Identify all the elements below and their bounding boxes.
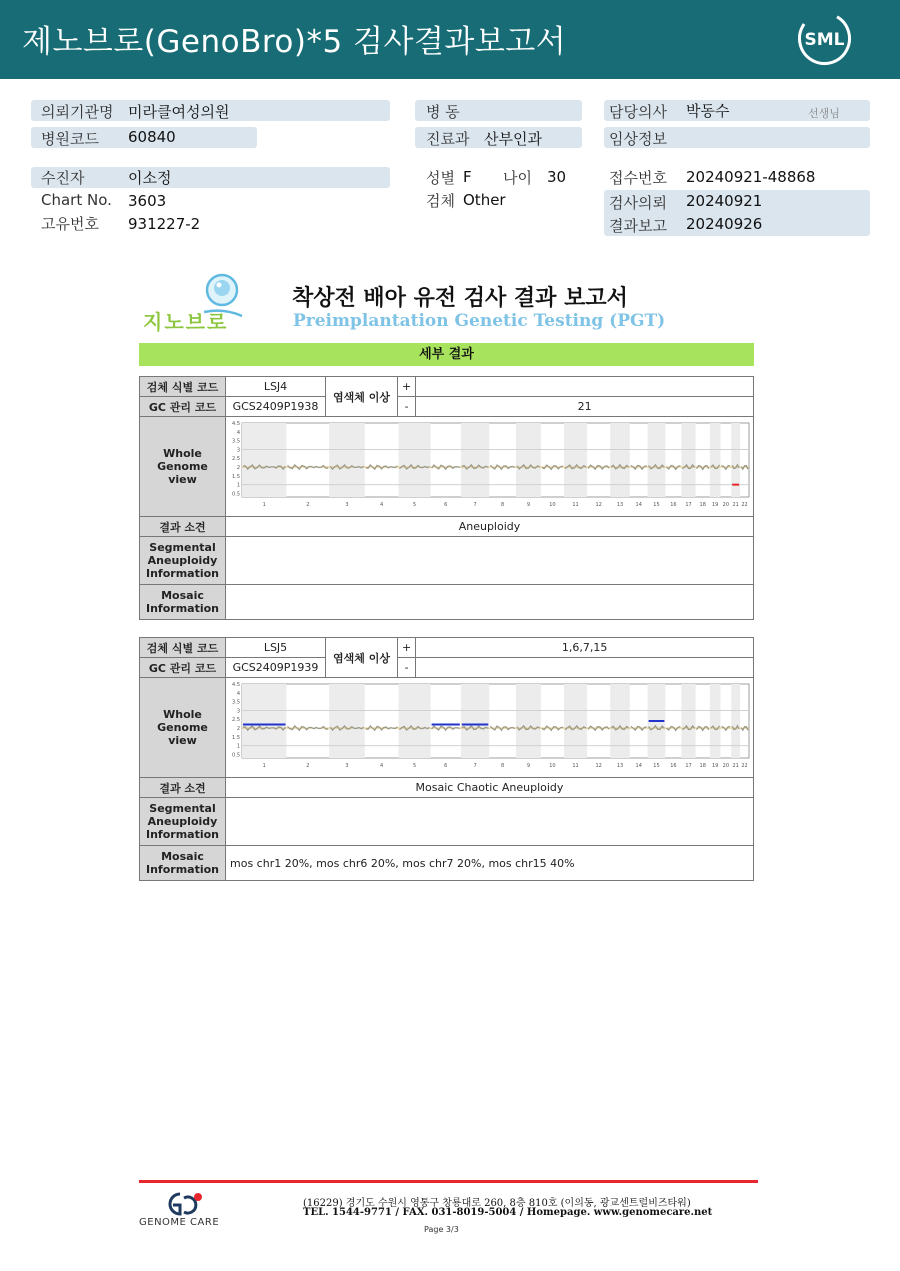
x-tick-label: 21 [732, 502, 739, 508]
institution-label: 의뢰기관명 [41, 103, 114, 121]
pgt-title: 착상전 배아 유전 검사 결과 보고서 [292, 286, 628, 311]
dept-label: 진료과 [426, 130, 470, 148]
x-tick-label: 10 [549, 763, 556, 769]
minus-sign: - [398, 397, 416, 417]
x-tick-label: 16 [670, 502, 677, 508]
x-tick-label: 8 [501, 502, 505, 508]
y-tick-label: 1 [236, 743, 240, 750]
y-tick-label: 4 [236, 690, 240, 697]
hospital-code-label: 병원코드 [41, 130, 99, 148]
segmental-header: Segmental Aneuploidy Information [140, 537, 226, 585]
gc-code-header: GC 관리 코드 [140, 397, 226, 417]
x-tick-label: 11 [572, 763, 579, 769]
x-tick-label: 12 [595, 763, 602, 769]
id-label: 고유번호 [41, 215, 99, 233]
sex-value: F [463, 168, 472, 186]
chrom-abnormal-header: 염색체 이상 [326, 377, 398, 417]
chromosome-band [648, 423, 666, 497]
brand-name: 지노브로 [143, 310, 229, 334]
x-tick-label: 12 [595, 502, 602, 508]
result-value: Aneuploidy [226, 517, 754, 537]
y-tick-label: 2 [236, 465, 240, 472]
x-tick-label: 18 [699, 502, 706, 508]
specimen-label: 검체 [426, 192, 455, 210]
y-tick-label: 1.5 [232, 734, 240, 741]
y-tick-label: 4.5 [232, 421, 240, 427]
chromosome-band [399, 684, 431, 758]
mosaic-header: Mosaic Information [140, 585, 226, 620]
x-tick-label: 1 [262, 763, 266, 769]
x-tick-label: 15 [653, 763, 660, 769]
chromosome-band [242, 423, 286, 497]
chromosome-band [710, 423, 721, 497]
y-tick-label: 2.5 [232, 717, 240, 724]
result-header: 결과 소견 [140, 517, 226, 537]
request-value: 20240921 [686, 192, 763, 210]
page-number: Page 3/3 [424, 1225, 459, 1234]
ward-label: 병 동 [426, 103, 460, 121]
pgt-subtitle: Preimplantation Genetic Testing (PGT) [293, 311, 666, 331]
x-tick-label: 7 [473, 502, 477, 508]
minus-value [416, 658, 754, 678]
report-value: 20240926 [686, 215, 763, 233]
x-tick-label: 16 [670, 763, 677, 769]
genome-care-logo-icon [160, 1190, 208, 1218]
y-tick-label: 0.5 [232, 491, 240, 498]
clinical-label: 임상정보 [609, 130, 667, 148]
specimen-value: Other [463, 191, 506, 209]
sex-label: 성별 [426, 169, 455, 187]
pill-name [31, 167, 390, 188]
gc-code-value: GCS2409P1938 [226, 397, 326, 417]
x-tick-label: 14 [635, 502, 642, 508]
x-tick-label: 4 [380, 502, 384, 508]
chromosome-band [610, 684, 630, 758]
chromosome-band [681, 423, 695, 497]
mosaic-value [226, 585, 754, 620]
dept-value: 산부인과 [484, 130, 542, 148]
x-tick-label: 14 [635, 763, 642, 769]
chart-value: 3603 [128, 192, 167, 210]
plot-frame [242, 423, 749, 497]
minus-sign: - [398, 658, 416, 678]
plus-value: 1,6,7,15 [416, 638, 754, 658]
doctor-suffix: 선생님 [808, 107, 840, 120]
x-tick-label: 19 [712, 763, 719, 769]
plot-frame [242, 684, 749, 758]
chromosome-band [399, 423, 431, 497]
sample-code-value: LSJ5 [226, 638, 326, 658]
x-tick-label: 9 [526, 763, 531, 769]
x-tick-label: 21 [732, 763, 739, 769]
x-tick-label: 4 [380, 763, 384, 769]
report-title: 제노브로(GenoBro)*5 검사결과보고서 [22, 24, 567, 60]
sample-table-2 [139, 637, 754, 881]
svg-text:SML: SML [804, 30, 845, 50]
doctor-label: 담당의사 [609, 103, 667, 121]
company-name: GENOME CARE [139, 1217, 220, 1228]
whole-genome-plot [228, 680, 751, 772]
chrom-abnormal-header: 염색체 이상 [326, 638, 398, 678]
sample-code-header: 검체 식별 코드 [140, 377, 226, 397]
chromosome-band [731, 423, 740, 497]
x-tick-label: 18 [699, 763, 706, 769]
y-tick-label: 0.5 [232, 752, 240, 759]
plus-value [416, 377, 754, 397]
y-tick-label: 3.5 [232, 699, 240, 706]
age-label: 나이 [503, 169, 532, 187]
result-value: Mosaic Chaotic Aneuploidy [226, 778, 754, 798]
chromosome-band [516, 684, 541, 758]
x-tick-label: 11 [572, 502, 579, 508]
x-tick-label: 5 [412, 502, 417, 508]
y-tick-label: 2 [236, 726, 240, 733]
chromosome-band [564, 684, 587, 758]
id-value: 931227-2 [128, 215, 201, 233]
segmental-value [226, 798, 754, 846]
x-tick-label: 22 [741, 502, 748, 508]
x-tick-label: 6 [444, 502, 448, 508]
y-tick-label: 1 [236, 482, 240, 489]
x-tick-label: 13 [616, 502, 624, 508]
y-tick-label: 4.5 [232, 682, 240, 688]
x-tick-label: 15 [653, 502, 660, 508]
y-tick-label: 1.5 [232, 473, 240, 480]
y-tick-label: 3 [236, 708, 240, 715]
x-tick-label: 2 [306, 502, 310, 508]
gc-code-header: GC 관리 코드 [140, 658, 226, 678]
sample-table-1 [139, 376, 754, 620]
x-tick-label: 8 [501, 763, 505, 769]
whole-genome-header: Whole Genome view [140, 678, 226, 778]
y-tick-label: 2.5 [232, 456, 240, 463]
whole-genome-plot [228, 419, 751, 511]
chromosome-band [329, 423, 365, 497]
hospital-code-value: 60840 [128, 128, 176, 146]
x-tick-label: 5 [412, 763, 417, 769]
chromosome-band [710, 684, 721, 758]
whole-genome-header: Whole Genome view [140, 417, 226, 517]
x-tick-label: 1 [262, 502, 266, 508]
x-tick-label: 20 [722, 763, 730, 769]
segmental-value [226, 537, 754, 585]
institution-value: 미라클여성의원 [128, 103, 230, 121]
gc-code-value: GCS2409P1939 [226, 658, 326, 678]
name-label: 수진자 [41, 169, 85, 187]
chart-label: Chart No. [41, 191, 112, 209]
sample-code-header: 검체 식별 코드 [140, 638, 226, 658]
sample-code-value: LSJ4 [226, 377, 326, 397]
x-tick-label: 17 [685, 502, 692, 508]
mosaic-value: mos chr1 20%, mos chr6 20%, mos chr7 20%, mos chr15 40% [226, 846, 754, 881]
company-contact: TEL. 1544-9771 / FAX. 031-8019-5004 / Homepage. www.genomecare.net [303, 1207, 713, 1218]
chromosome-band [329, 684, 365, 758]
minus-value: 21 [416, 397, 754, 417]
y-tick-label: 3.5 [232, 438, 240, 445]
receipt-value: 20240921-48868 [686, 168, 816, 186]
chromosome-band [461, 684, 489, 758]
x-tick-label: 19 [712, 502, 719, 508]
chromosome-band [461, 423, 489, 497]
y-tick-label: 3 [236, 447, 240, 454]
age-value: 30 [547, 168, 567, 186]
request-label: 검사의뢰 [609, 194, 667, 212]
x-tick-label: 3 [345, 502, 349, 508]
plus-sign: + [398, 638, 416, 658]
x-tick-label: 9 [526, 502, 531, 508]
report-label: 결과보고 [609, 217, 667, 235]
y-tick-label: 4 [236, 429, 240, 436]
footer-divider [139, 1180, 758, 1183]
report-header [0, 0, 900, 79]
segmental-header: Segmental Aneuploidy Information [140, 798, 226, 846]
x-tick-label: 2 [306, 763, 310, 769]
chromosome-band [610, 423, 630, 497]
doctor-value: 박동수 [686, 102, 730, 120]
chromosome-band [731, 684, 740, 758]
chromosome-band [681, 684, 695, 758]
name-value: 이소정 [128, 169, 172, 187]
company-address: (16229) 경기도 수원시 영통구 창룡대로 260, 8층 810호 (이의동, 광교센트럴비즈타워) [303, 1198, 691, 1209]
section-title: 세부 결과 [139, 343, 754, 366]
x-tick-label: 22 [741, 763, 748, 769]
x-tick-label: 13 [616, 763, 624, 769]
x-tick-label: 6 [444, 763, 448, 769]
receipt-label: 접수번호 [609, 169, 667, 187]
x-tick-label: 7 [473, 763, 477, 769]
chromosome-band [564, 423, 587, 497]
plus-sign: + [398, 377, 416, 397]
x-tick-label: 3 [345, 763, 349, 769]
x-tick-label: 10 [549, 502, 556, 508]
result-header: 결과 소견 [140, 778, 226, 798]
x-tick-label: 17 [685, 763, 692, 769]
x-tick-label: 20 [722, 502, 730, 508]
chromosome-band [242, 684, 286, 758]
mosaic-header: Mosaic Information [140, 846, 226, 881]
chromosome-band [516, 423, 541, 497]
sml-logo-icon [797, 11, 852, 66]
